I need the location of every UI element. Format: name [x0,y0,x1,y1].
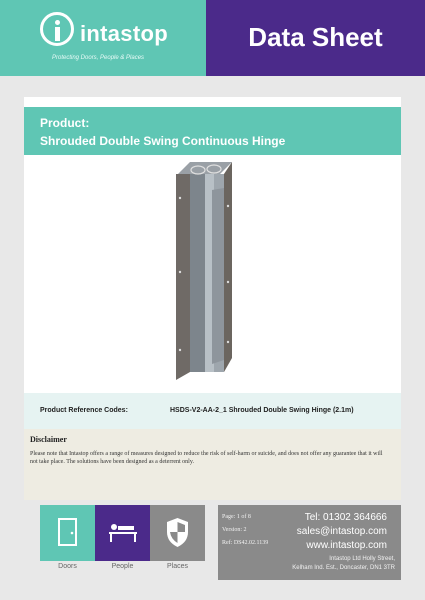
email-link[interactable]: sales@intastop.com [296,526,387,537]
reference-label: Product Reference Codes: [40,407,128,414]
telephone: Tel: 01302 364666 [304,512,387,523]
places-tile [150,505,205,561]
places-caption: Places [166,563,188,570]
logo-text: intastop [80,21,168,46]
version-label: Version: [222,527,242,533]
product-name: Shrouded Double Swing Continuous Hinge [40,134,286,148]
product-label: Product: [40,116,90,130]
address-line-2: Kelham Ind. Est., Doncaster, DN1 3TR [292,565,395,571]
doors-caption: Doors [58,563,77,570]
reference-value: HSDS-V2-AA-2_1 Shrouded Double Swing Hinge (2.1m) [170,407,354,414]
disclaimer-text: Please note that Intastop offers a range of measures designed to reduce the risk of self-harm or suicide, and does not offer any guarantee that it will not take place. The solutions have been designed as a deterrent only. [30,451,383,465]
people-caption: People [111,563,134,570]
page-value: 1 of 8 [236,514,251,520]
people-tile [95,505,150,561]
ref-value: DS42.02.1139 [233,540,269,546]
disclaimer-title: Disclaimer [30,435,67,444]
version-value: 2 [243,527,247,533]
logo-tagline: Protecting Doors, People & Places [52,55,145,61]
page-label: Page: [222,514,236,520]
ref-label: Ref: [222,540,233,546]
ref-info [222,540,268,546]
door-icon [40,505,95,561]
shield-icon [150,505,205,561]
page-info [222,514,251,520]
page-title: Data Sheet [248,22,383,52]
intastop-logo-icon [40,12,74,46]
address-line-1: Intastop Ltd Holly Street, [329,556,395,562]
website-link[interactable]: www.intastop.com [306,540,387,551]
continuous-hinge-image [150,160,250,388]
doors-tile [40,505,95,561]
person-on-bed-icon [95,505,150,561]
version-info [222,527,247,533]
